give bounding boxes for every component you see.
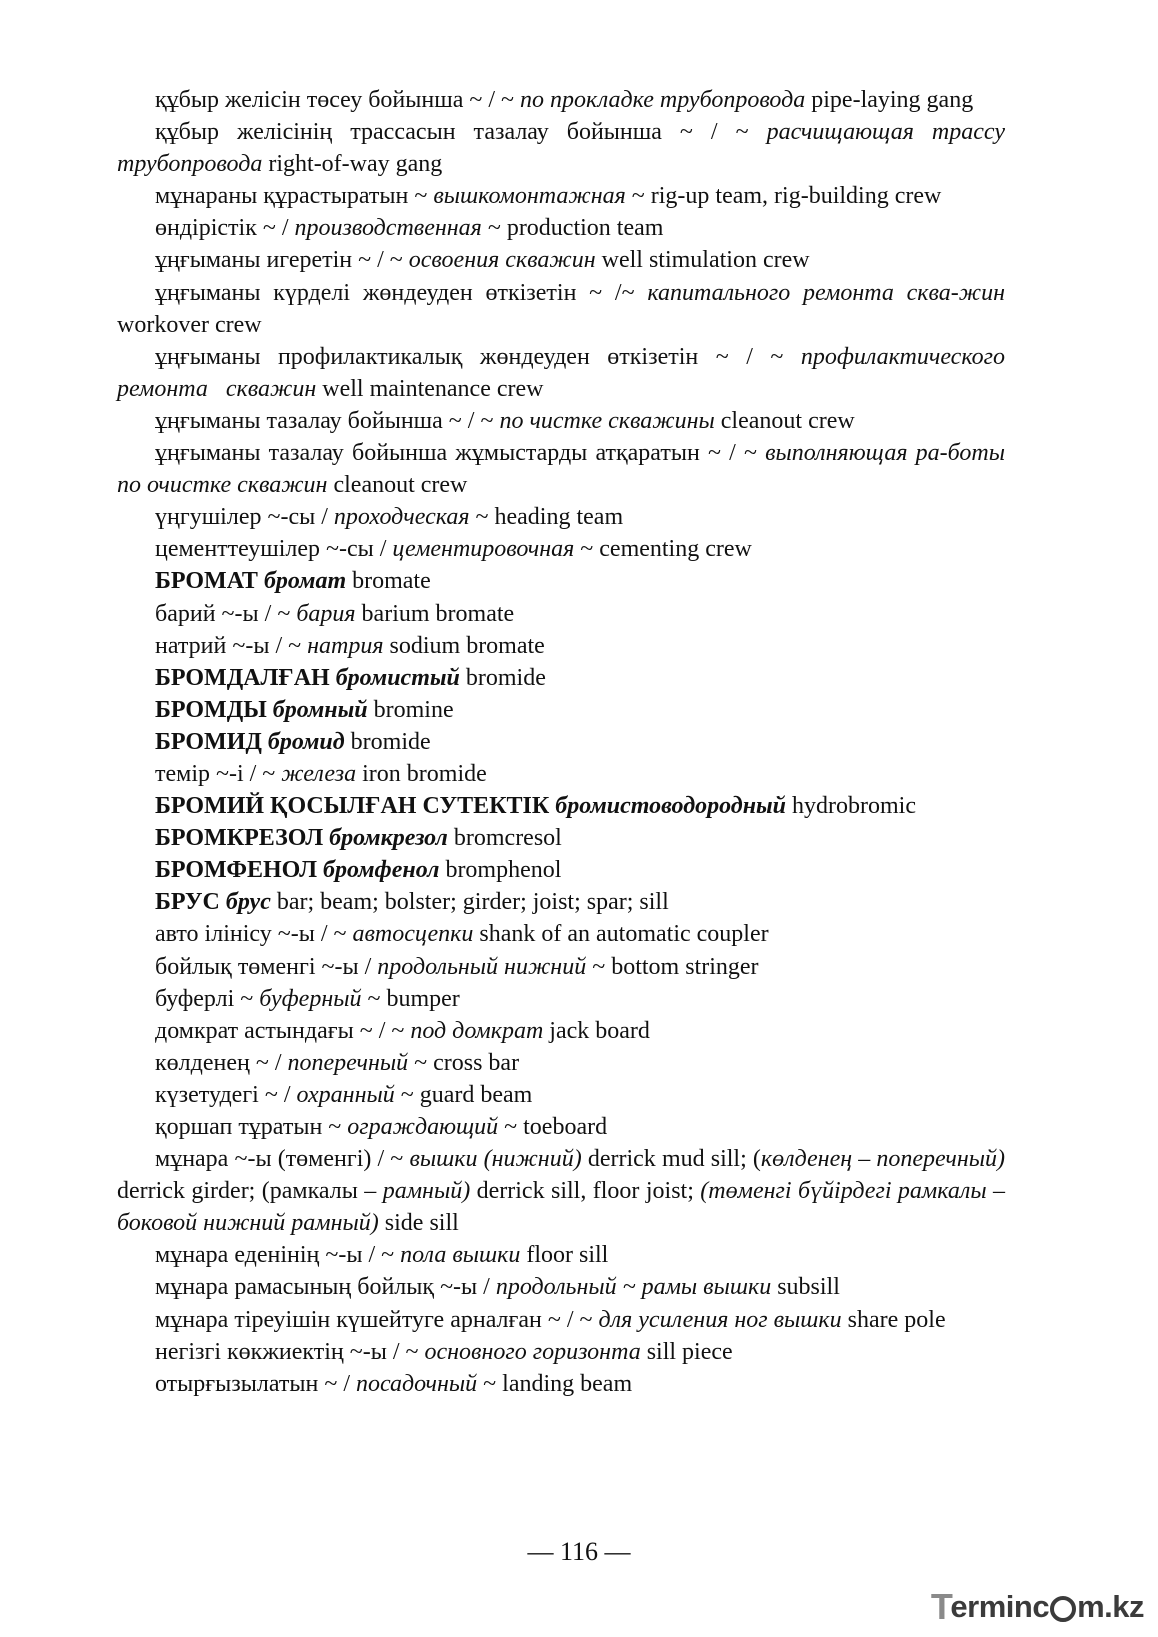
- dictionary-entry: [117, 437, 1011, 501]
- dictionary-entry: [117, 1015, 1005, 1047]
- entry-text: bromide: [344, 728, 431, 755]
- entry-text: күзетудегі ~ /: [155, 1081, 297, 1108]
- entry-headword: БРОМДАЛҒАН: [155, 664, 336, 691]
- entry-text: workover crew: [117, 279, 1012, 338]
- entry-text: құбыр желісінің трассасын тазалау бойынша ~ / ~: [155, 119, 767, 146]
- dictionary-entry: [117, 1271, 1005, 1303]
- entry-text: bromate: [346, 568, 431, 595]
- entry-russian-headword: бромкрезол: [329, 825, 448, 852]
- dictionary-entry: [117, 854, 1005, 886]
- entry-text: құбыр желісін төсеу бойынша ~ / ~: [155, 87, 521, 113]
- entry-text: iron bromide: [356, 760, 487, 787]
- logo-text-part-3: m.kz: [1077, 1589, 1144, 1624]
- entry-text: well stimulation crew: [595, 247, 810, 274]
- dictionary-entry: [117, 533, 1005, 565]
- entry-russian-term: ограждающий: [347, 1114, 499, 1140]
- entry-text: авто ілінісу ~-ы / ~: [155, 921, 353, 948]
- entry-text: ~ bottom stringer: [586, 953, 759, 980]
- entry-russian-term: под домкрат: [410, 1017, 544, 1044]
- entry-russian-headword: бромный: [272, 696, 368, 723]
- entry-text: derrick girder; (рамкалы –: [117, 1146, 1011, 1205]
- dictionary-entry: [117, 1111, 1005, 1143]
- dictionary-entry: [117, 180, 1005, 212]
- dictionary-entry: [117, 951, 1005, 983]
- dictionary-page: [117, 84, 1012, 1400]
- entry-text: bar; beam; bolster; girder; joist; spar; sill: [270, 889, 669, 916]
- entry-headword: БРОМАТ: [155, 568, 264, 595]
- dictionary-entry: [117, 790, 1005, 822]
- entry-text: cleanout crew: [327, 472, 468, 499]
- entry-russian-term: по прокладке трубопровода: [520, 87, 806, 113]
- entry-text: ~ cementing crew: [574, 536, 752, 563]
- entry-text: цементтеушілер ~-сы /: [155, 536, 393, 563]
- entry-text: бойлық төменгі ~-ы /: [155, 953, 378, 980]
- entry-russian-term: буферный: [259, 985, 362, 1012]
- entry-russian-term: вышки (нижний): [409, 1146, 582, 1173]
- dictionary-entry: [117, 1336, 1005, 1368]
- entry-text: side sill: [378, 1210, 459, 1237]
- entry-russian-headword: брус: [225, 889, 271, 916]
- entry-text: өндірістік ~ /: [155, 215, 295, 242]
- entry-russian-headword: бромистый: [335, 664, 460, 691]
- entry-text: ұңғыманы профилактикалық жөндеуден өткізетін ~ / ~: [155, 343, 801, 370]
- entry-text: right-of-way gang: [262, 151, 443, 178]
- entry-text: мұнара ~-ы (төменгі) / ~: [155, 1146, 410, 1173]
- entry-headword: БРОМДЫ: [155, 696, 273, 723]
- entry-text: мұнараны құрастыратын ~: [155, 183, 434, 210]
- entry-text: bromide: [459, 664, 546, 691]
- dictionary-entry: [117, 341, 1011, 405]
- entry-text: домкрат астындағы ~ / ~: [155, 1017, 411, 1044]
- dictionary-entry: [117, 758, 1005, 790]
- entry-text: sodium bromate: [383, 632, 545, 659]
- dictionary-entry: [117, 84, 1005, 116]
- entry-text: derrick sill, floor joist;: [470, 1178, 701, 1205]
- entry-text: мұнара рамасының бойлық ~-ы /: [155, 1274, 496, 1301]
- dictionary-entry: [117, 277, 1012, 341]
- entry-text: hydrobromic: [786, 793, 917, 820]
- entry-russian-term: продольный нижний: [377, 953, 587, 980]
- entry-russian-term: бария: [296, 600, 356, 627]
- entry-text: натрий ~-ы / ~: [155, 632, 308, 659]
- entry-text: jack board: [543, 1017, 650, 1044]
- entry-russian-term: поперечный: [287, 1049, 409, 1076]
- dictionary-entry: [117, 598, 1005, 630]
- entry-russian-term: рамный): [382, 1178, 471, 1205]
- dictionary-entry: [117, 116, 1011, 180]
- dictionary-entry: [117, 212, 1005, 244]
- entry-russian-term: расчищающая трассу трубопровода: [117, 119, 1011, 178]
- entry-russian-term: проходческая: [333, 504, 470, 531]
- entry-russian-term: продольный ~ рамы вышки: [495, 1274, 772, 1301]
- dictionary-entry: [117, 1143, 1012, 1239]
- entry-russian-term: профилактического ремонта скважин: [117, 343, 1011, 402]
- dictionary-entry: [117, 244, 1005, 276]
- entry-text: барий ~-ы / ~: [155, 600, 297, 627]
- entry-text: pipe-laying gang: [805, 87, 974, 113]
- entry-text: отырғызылатын ~ /: [155, 1370, 356, 1397]
- entry-text: cleanout crew: [714, 407, 855, 434]
- termincom-logo: [931, 1587, 1144, 1627]
- dictionary-entry: [117, 918, 1005, 950]
- entry-text: ұңғыманы тазалау бойынша жұмыстарды атқаратын ~ / ~: [155, 440, 766, 467]
- entry-headword: БРУС: [155, 889, 226, 916]
- dictionary-entry: [117, 405, 1005, 437]
- dictionary-entry: [117, 726, 1005, 758]
- logo-letter-t: T: [930, 1586, 953, 1627]
- entry-russian-term: вышкомонтажная: [433, 183, 626, 210]
- entry-text: ұңғыманы тазалау бойынша ~ / ~: [155, 407, 500, 434]
- entry-headword: БРОМКРЕЗОЛ: [155, 825, 330, 852]
- entry-text: ұңғыманы игеретін ~ / ~: [155, 247, 409, 274]
- entry-russian-term: посадочный: [356, 1370, 478, 1397]
- entry-text: shank of an automatic coupler: [473, 921, 769, 948]
- entry-russian-term: железа: [281, 760, 357, 787]
- entry-russian-term: көлденең – поперечный): [760, 1146, 1005, 1173]
- entry-headword: БРОМИД: [155, 728, 268, 755]
- entry-headword: БРОМИЙ ҚОСЫЛҒАН СУТЕКТІК: [155, 793, 556, 820]
- entry-text: ұңғыманы күрделі жөндеуден өткізетін ~ /~: [155, 279, 648, 306]
- logo-text-part-2: c: [1032, 1589, 1050, 1624]
- entry-russian-term: (төменгі бүйірдегі рамкалы – боковой нижний рамный): [117, 1178, 1012, 1237]
- entry-text: ~ bumper: [361, 985, 460, 1012]
- entry-russian-term: выполняющая ра-боты по очистке скважин: [117, 440, 1011, 499]
- entry-russian-headword: бромат: [263, 568, 347, 595]
- entry-russian-term: пола вышки: [400, 1242, 521, 1269]
- entry-text: bromcresol: [447, 825, 562, 852]
- dictionary-entry: [117, 694, 1005, 726]
- entry-text: көлденең ~ /: [155, 1049, 288, 1076]
- entry-russian-term: основного горизонта: [424, 1338, 641, 1365]
- entry-russian-term: капитального ремонта сква-жин: [647, 279, 1006, 306]
- entry-russian-headword: бромид: [267, 728, 345, 755]
- dictionary-entry: [117, 983, 1005, 1015]
- entry-text: barium bromate: [355, 600, 515, 627]
- entry-text: ~ toeboard: [498, 1114, 608, 1140]
- dictionary-entry: [117, 1304, 1005, 1336]
- entry-text: буферлі ~: [155, 985, 260, 1012]
- entry-russian-term: автосцепки: [352, 921, 474, 948]
- dictionary-entry: [117, 886, 1005, 918]
- page-number: — 116 —: [527, 1537, 631, 1566]
- dictionary-entry: [117, 1368, 1005, 1400]
- entry-text: ~ heading team: [469, 504, 624, 531]
- entry-text: мұнара тіреуішін күшейтуге арналған ~ / ~: [155, 1306, 599, 1333]
- entry-russian-term: для усиления ног вышки: [598, 1306, 842, 1333]
- entry-russian-headword: бромистоводородный: [555, 793, 787, 820]
- logo-text-part-1: ermin: [950, 1589, 1033, 1624]
- entry-text: floor sill: [520, 1242, 609, 1269]
- entry-text: bromine: [367, 696, 454, 723]
- dictionary-entry: [117, 1079, 1005, 1111]
- entry-text: үңгушілер ~-сы /: [155, 504, 334, 531]
- dictionary-entry: [117, 662, 1005, 694]
- entry-russian-term: по чистке скважины: [499, 407, 715, 434]
- dictionary-entry: [117, 501, 1005, 533]
- entry-text: ~ production team: [481, 215, 664, 242]
- entry-text: share pole: [841, 1306, 946, 1333]
- entry-text: bromphenol: [439, 857, 562, 884]
- entry-text: қоршап тұратын ~: [155, 1114, 348, 1140]
- entry-russian-term: натрия: [307, 632, 384, 659]
- dictionary-entry: [117, 822, 1005, 854]
- entry-headword: БРОМФЕНОЛ: [155, 857, 324, 884]
- entry-text: well maintenance crew: [316, 375, 544, 402]
- entry-text: sill piece: [640, 1338, 733, 1365]
- dictionary-entry: [117, 1047, 1005, 1079]
- entry-text: subsill: [771, 1274, 840, 1301]
- logo-ring-icon: [1050, 1596, 1076, 1622]
- entry-text: темір ~-і / ~: [155, 760, 282, 787]
- entry-russian-term: производственная: [294, 215, 482, 242]
- entry-russian-term: освоения скважин: [408, 247, 596, 274]
- entry-russian-term: цементировочная: [392, 536, 575, 563]
- entry-text: негізгі көкжиектің ~-ы / ~: [155, 1338, 425, 1365]
- dictionary-entry: [117, 630, 1005, 662]
- entry-russian-headword: бромфенол: [323, 857, 440, 884]
- entry-text: ~ landing beam: [477, 1370, 633, 1397]
- entry-text: derrick mud sill; (: [581, 1146, 761, 1173]
- dictionary-entry: [117, 565, 1005, 597]
- dictionary-entry: [117, 1239, 1005, 1271]
- entry-text: ~ guard beam: [394, 1081, 533, 1108]
- entry-text: мұнара еденінің ~-ы / ~: [155, 1242, 401, 1269]
- entry-text: ~ cross bar: [408, 1049, 520, 1076]
- entry-text: ~ rig-up team, rig-building crew: [625, 183, 942, 210]
- entry-russian-term: охранный: [296, 1081, 395, 1108]
